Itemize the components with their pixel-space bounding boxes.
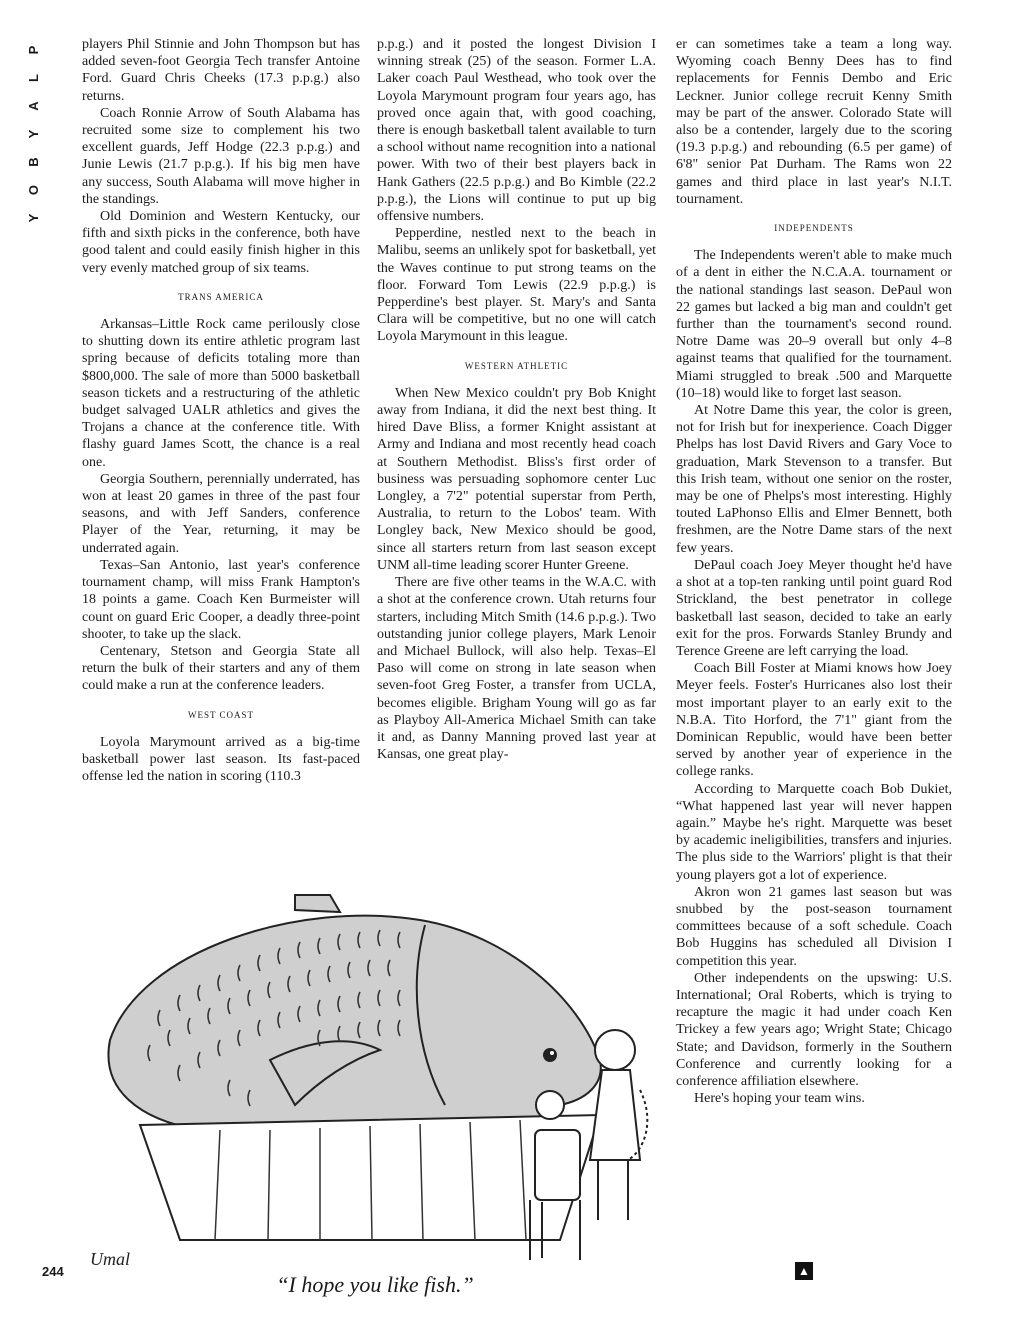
paragraph: Other independents on the upswing: U.S. International; Oral Roberts, which is trying to recapture the magic it had under coach Ken Trickey a few years ago; Wright State; Chicago State; and Davidson, formerly in the Southern Conference and currently looking for a conference affiliation elsewhere. — [676, 970, 952, 1089]
sidebar-letter: L — [26, 74, 41, 82]
section-heading: WEST COAST — [187, 709, 255, 720]
paragraph: DePaul coach Joey Meyer thought he'd have a shot at a top-ten ranking until point guard Rod Strickland, the best penetrator in college basketball last season, decided to take an early exit for the pros. Forwards Stanley Brundy and Terence Greene are left carrying the load. — [676, 557, 952, 659]
paragraph: According to Marquette coach Bob Dukiet, “What happened last year will never happen again.” Maybe he's right. Marquette was beset by academic ineligibilities, transfers and injuries. The plus side to the Warriors' plight is that their young players got a lot of experience. — [676, 781, 952, 883]
paragraph: Old Dominion and Western Kentucky, our fifth and sixth picks in the conference, both have good talent and could easily finish higher in this very evenly matched group of six teams. — [82, 209, 360, 276]
cartoon-caption: “I hope you like fish.” — [276, 1272, 474, 1297]
paragraph: Pepperdine, nestled next to the beach in Malibu, seems an unlikely spot for basketball, yet the Waves continue to put strong teams on the floor. Forward Tom Lewis (22.9 p.p.g.) is Pepperdine's best player. St. Mary's and Santa Clara will be competitive, but no one will catch Loyola Marymount in this league. — [377, 226, 656, 345]
paragraph: Loyola Marymount arrived as a big-time basketball power last season. Its fast-paced offense led the nation in scoring (110.3 — [82, 734, 360, 785]
paragraph: Coach Ronnie Arrow of South Alabama has recruited some size to complement his two excellent guards, Jeff Hodge (22.3 p.p.g.) and Junie Lewis (21.7 p.p.g.). If his big men have any success, South Alabama will move higher in the standings. — [82, 105, 360, 207]
paragraph: er can sometimes take a team a long way. Wyoming coach Benny Dees has to find replacements for Fennis Dembo and Eric Leckner. Junior college recruit Kenny Smith may be part of the answer. Colorado State will also be a contender, largely due to the scoring (19.3 p.p.g.) and rebounding (6.5 per game) of 6'8" senior Pat Durham. The Rams won 22 games and third place in last year's N.I.T. tournament. — [676, 37, 952, 207]
sidebar-letter: P — [26, 45, 41, 55]
sidebar-letter: B — [26, 157, 41, 167]
column-2 — [377, 36, 656, 763]
paragraph: At Notre Dame this year, the color is green, not for Irish but for inexperience. Coach Digger Phelps has lost David Rivers and Gary Voce to graduation, Mark Stevenson to a transfer. But this Irish team, without one senior on the roster, may be one of Phelps's most interesting. Highly touted LaPhonso Ellis and Elmer Bennett, both freshmen, are the Notre Dame stars of the next few years. — [676, 403, 952, 556]
section-heading: WESTERN ATHLETIC — [464, 360, 569, 371]
paragraph: Georgia Southern, perennially underrated, has won at least 20 games in three of the past four seasons, and with Jeff Sanders, conference Player of the Year, returning, it may be underrated again. — [82, 471, 360, 556]
paragraph: Centenary, Stetson and Georgia State all return the bulk of their starters and any of them could make a run at the conference leaders. — [82, 643, 360, 694]
paragraph: There are five other teams in the W.A.C. with a shot at the conference crown. Utah returns four starters, including Mitch Smith (14.6 p.p.g.). Two outstanding junior college players, Mark Lenoir and Michael Bullock, will also help. Texas–El Paso will come on strong in late season when seven-foot Greg Foster, a transfer from UCLA, becomes eligible. Brigham Young will go as far as Playboy All-America Michael Smith can take it and, as Danny Manning proved last year at Kansas, one great play- — [377, 575, 656, 763]
bunny-icon: ▲ — [795, 1262, 813, 1280]
paragraph: When New Mexico couldn't pry Bob Knight away from Indiana, it did the next best thing. It hired Dave Bliss, a former Knight assistant at Army and Indiana and most recently head coach at Southern Methodist. Bliss's first order of business was persuading sophomore center Luc Longley, a 7'2" potential superstar from Perth, Australia, to return to the Lobos' team. With Longley back, New Mexico should be good, since all starters return from last season except UNM all-time leading scorer Hunter Greene. — [377, 385, 656, 573]
sidebar-letter: Y — [26, 213, 41, 223]
fish-body — [108, 916, 600, 1130]
fish-eye — [543, 1048, 557, 1062]
section-heading: TRANS AMERICA — [178, 291, 264, 302]
paragraph: Akron won 21 games last season but was snubbed by the post-season tournament committees because of a soft schedule. Coach Bob Huggins has scheduled all Division I competition this year. — [676, 884, 952, 969]
paragraph: Coach Bill Foster at Miami knows how Joey Meyer feels. Foster's Hurricanes also lost their most important player to an early exit to the N.B.A. Tito Horford, the 7'1" giant from the Dominican Republic, would have been better served by another year of experience in the college ranks. — [676, 661, 952, 780]
fish-dorsal-fin — [295, 895, 340, 912]
artist-signature: Umal — [90, 1249, 130, 1269]
paragraph: p.p.g.) and it posted the longest Division I winning streak (25) of the season. Former L.A. Laker coach Paul Westhead, who took over the Loyola Marymount program four years ago, has proved once again that, with good coaching, there is enough basketball talent available to turn a school without name recognition into a national power. With two of their best players back in Hank Gathers (22.5 p.p.g.) and Bo Kimble (22.2 p.p.g.), the Lions will continue to put up big offensive numbers. — [377, 37, 656, 225]
sidebar-letter: A — [26, 101, 41, 111]
paragraph: Here's hoping your team wins. — [694, 1091, 865, 1107]
sidebar-letter: Y — [26, 129, 41, 139]
standing-woman — [590, 1030, 647, 1220]
paragraph: Arkansas–Little Rock came perilously close to shutting down its entire athletic program last spring because of deficits totaling more than $800,000. The sale of more than 5000 basketball season tickets and a restructuring of the athletic budget salvaged UALR athletics and gives the Trojans a chance at the conference title. With flashy guard James Scott, the chance is a real one. — [82, 317, 360, 470]
paragraph: Texas–San Antonio, last year's conference tournament champ, will miss Frank Hampton's 18 points a game. Coach Ken Burmeister will count on guard Eric Cooper, a deadly three-point shooter, to take up the slack. — [82, 557, 360, 642]
paragraph: players Phil Stinnie and John Thompson but has added seven-foot Georgia Tech transfer Antoine Ford. Guard Chris Cheeks (17.3 p.p.g.) also returns. — [82, 37, 360, 104]
fish-cartoon-illustration — [80, 890, 670, 1270]
magazine-sidebar — [24, 36, 44, 232]
sidebar-letter: O — [26, 184, 41, 196]
column-3 — [676, 36, 952, 1107]
fish-eye-highlight — [550, 1051, 554, 1055]
section-heading: INDEPENDENTS — [774, 223, 854, 234]
paragraph: The Independents weren't able to make much of a dent in either the N.C.A.A. tournament or the national standings last season. DePaul won 22 games but lacked a big man and couldn't get further than the tournament's second round. Notre Dame was 20–9 overall but only 4–8 against teams that qualified for the tournament. Miami struggled to break .500 and Marquette (10–18) would like to forget last season. — [676, 248, 952, 401]
column-1 — [82, 36, 360, 785]
page-number: 244 — [42, 1264, 64, 1279]
